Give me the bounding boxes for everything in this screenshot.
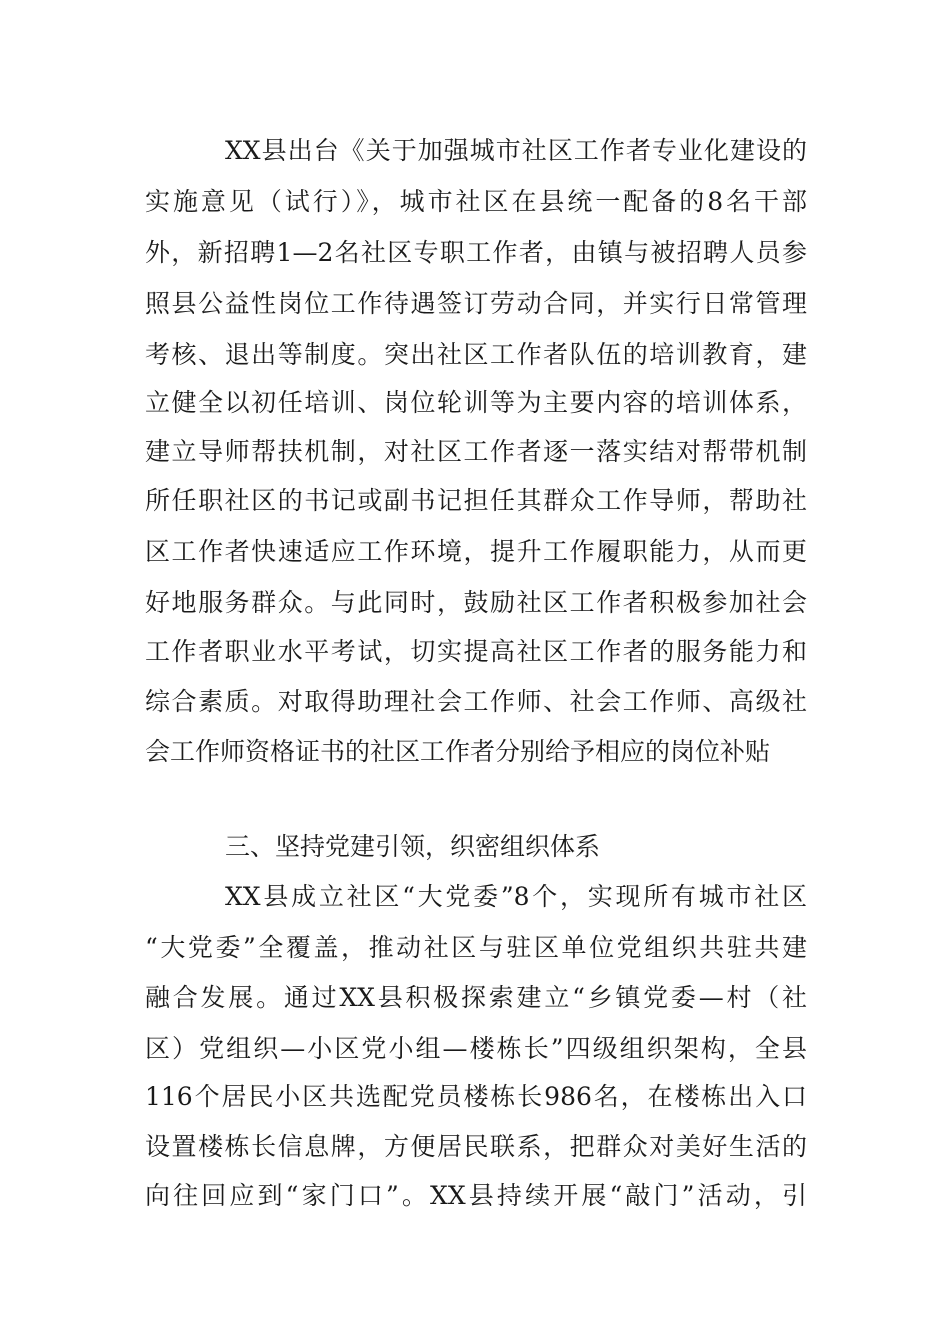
paragraph-1-line-11: 工作者职业水平考试，切实提高社区工作者的服务能力和: [145, 637, 807, 666]
paragraph-1-line-3: 外，新招聘1—2名社区专职工作者，由镇与被招聘人员参: [145, 238, 807, 267]
paragraph-1-line-9: 区工作者快速适应工作环境，提升工作履职能力，从而更: [145, 537, 807, 566]
paragraph-1-line-2: 实施意见（试行）》，城市社区在县统一配备的8名干部: [145, 187, 807, 216]
paragraph-2-line-1: XX县成立社区“大党委”8个，实现所有城市社区: [225, 882, 807, 911]
paragraph-1-line-13: 会工作师资格证书的社区工作者分别给予相应的岗位补贴: [145, 737, 771, 766]
paragraph-2-line-6: 设置楼栋长信息牌，方便居民联系，把群众对美好生活的: [145, 1132, 807, 1161]
paragraph-2-line-5: 116个居民小区共选配党员楼栋长986名，在楼栋出入口: [145, 1082, 807, 1111]
paragraph-1-line-10: 好地服务群众。与此同时，鼓励社区工作者积极参加社会: [145, 588, 807, 617]
paragraph-1-line-1: XX县出台《关于加强城市社区工作者专业化建设的: [225, 136, 807, 165]
paragraph-1-line-8: 所任职社区的书记或副书记担任其群众工作导师，帮助社: [145, 486, 807, 515]
paragraph-2-line-3: 融合发展。通过XX县积极探索建立“乡镇党委—村（社: [145, 983, 807, 1012]
paragraph-1-line-7: 建立导师帮扶机制，对社区工作者逐一落实结对帮带机制: [145, 437, 807, 466]
paragraph-2-line-7: 向往回应到“家门口”。XX县持续开展“敲门”活动，引: [145, 1181, 807, 1210]
paragraph-1-line-5: 考核、退出等制度。突出社区工作者队伍的培训教育，建: [145, 340, 807, 369]
paragraph-1-line-6: 立健全以初任培训、岗位轮训等为主要内容的培训体系，: [145, 388, 807, 417]
paragraph-2-line-4: 区）党组织—小区党小组—楼栋长”四级组织架构，全县: [145, 1034, 807, 1063]
paragraph-1-line-4: 照县公益性岗位工作待遇签订劳动合同，并实行日常管理: [145, 289, 807, 318]
paragraph-2-line-2: “大党委”全覆盖，推动社区与驻区单位党组织共驻共建: [145, 933, 807, 962]
paragraph-1-line-12: 综合素质。对取得助理社会工作师、社会工作师、高级社: [145, 687, 807, 716]
section-heading-3: 三、坚持党建引领，织密组织体系: [225, 832, 601, 861]
